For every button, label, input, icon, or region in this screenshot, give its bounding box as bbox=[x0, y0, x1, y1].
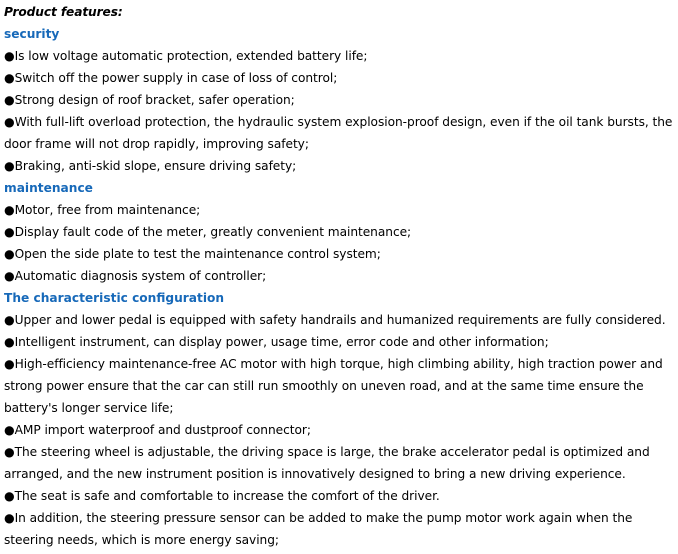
list-item bbox=[4, 199, 674, 221]
list-item bbox=[4, 67, 674, 89]
bullet-icon: ● bbox=[4, 269, 15, 283]
bullet-icon: ● bbox=[4, 489, 15, 503]
list-item-text: Strong design of roof bracket, safer operation; bbox=[14, 93, 295, 107]
bullet-icon: ● bbox=[4, 313, 15, 327]
list-item-text: Braking, anti-skid slope, ensure driving safety; bbox=[14, 159, 297, 173]
list-item-text: Automatic diagnosis system of controller; bbox=[14, 269, 267, 283]
list-item-text: The seat is safe and comfortable to increase the comfort of the driver. bbox=[14, 489, 440, 503]
list-item-text: Is low voltage automatic protection, extended battery life; bbox=[14, 49, 368, 63]
section-heading-security: security bbox=[4, 27, 60, 41]
list-item bbox=[4, 243, 674, 265]
bullet-icon: ● bbox=[4, 511, 15, 525]
bullet-icon: ● bbox=[4, 225, 15, 239]
bullet-icon: ● bbox=[4, 71, 15, 85]
section-maintenance bbox=[4, 177, 674, 287]
bullet-icon: ● bbox=[4, 335, 15, 349]
list-item bbox=[4, 111, 674, 155]
list-item-text: The steering wheel is adjustable, the driving space is large, the brake accelerator pedal is optimized and arranged, and the new instrument position is innovatively designed to bring a new driving experience. bbox=[4, 445, 650, 481]
list-item-text: Upper and lower pedal is equipped with safety handrails and humanized requirements are fully considered. bbox=[14, 313, 666, 327]
bullet-icon: ● bbox=[4, 357, 15, 371]
bullet-icon: ● bbox=[4, 93, 15, 107]
bullet-icon: ● bbox=[4, 159, 15, 173]
bullet-icon: ● bbox=[4, 423, 15, 437]
section-security bbox=[4, 23, 674, 177]
list-item-text: With full-lift overload protection, the hydraulic system explosion-proof design, even if the oil tank bursts, the door frame will not drop rapidly, improving safety; bbox=[4, 115, 673, 151]
list-item-text: High-efficiency maintenance-free AC motor with high torque, high climbing ability, high traction power and strong power ensure that the car can still run smoothly on uneven road, and at the same time ensure the battery's longer service life; bbox=[4, 357, 663, 415]
product-features-document bbox=[4, 0, 674, 551]
list-item-text: Switch off the power supply in case of loss of control; bbox=[14, 71, 338, 85]
section-heading-maintenance: maintenance bbox=[4, 181, 93, 195]
list-item bbox=[4, 45, 674, 67]
list-item bbox=[4, 441, 674, 485]
list-item-text: Intelligent instrument, can display power, usage time, error code and other information; bbox=[14, 335, 549, 349]
list-item-text: AMP import waterproof and dustproof connector; bbox=[14, 423, 311, 437]
list-item bbox=[4, 419, 674, 441]
bullet-icon: ● bbox=[4, 115, 15, 129]
bullet-icon: ● bbox=[4, 49, 15, 63]
bullet-icon: ● bbox=[4, 247, 15, 261]
list-item-text: Display fault code of the meter, greatly convenient maintenance; bbox=[14, 225, 412, 239]
list-item bbox=[4, 89, 674, 111]
list-item bbox=[4, 155, 674, 177]
list-item bbox=[4, 507, 674, 551]
list-item bbox=[4, 485, 674, 507]
list-item-text: In addition, the steering pressure sensor can be added to make the pump motor work again when the steering needs, which is more energy saving; bbox=[4, 511, 633, 547]
list-item bbox=[4, 331, 674, 353]
list-item bbox=[4, 265, 674, 287]
bullet-icon: ● bbox=[4, 203, 15, 217]
list-item bbox=[4, 221, 674, 243]
list-item-text: Open the side plate to test the maintenance control system; bbox=[14, 247, 381, 261]
bullet-icon: ● bbox=[4, 445, 15, 459]
section-characteristic-configuration bbox=[4, 287, 674, 551]
list-item-text: Motor, free from maintenance; bbox=[14, 203, 201, 217]
list-item bbox=[4, 309, 674, 331]
list-item bbox=[4, 353, 674, 419]
page-title: Product features: bbox=[4, 5, 123, 19]
section-heading-characteristic-configuration: The characteristic configuration bbox=[4, 291, 225, 305]
